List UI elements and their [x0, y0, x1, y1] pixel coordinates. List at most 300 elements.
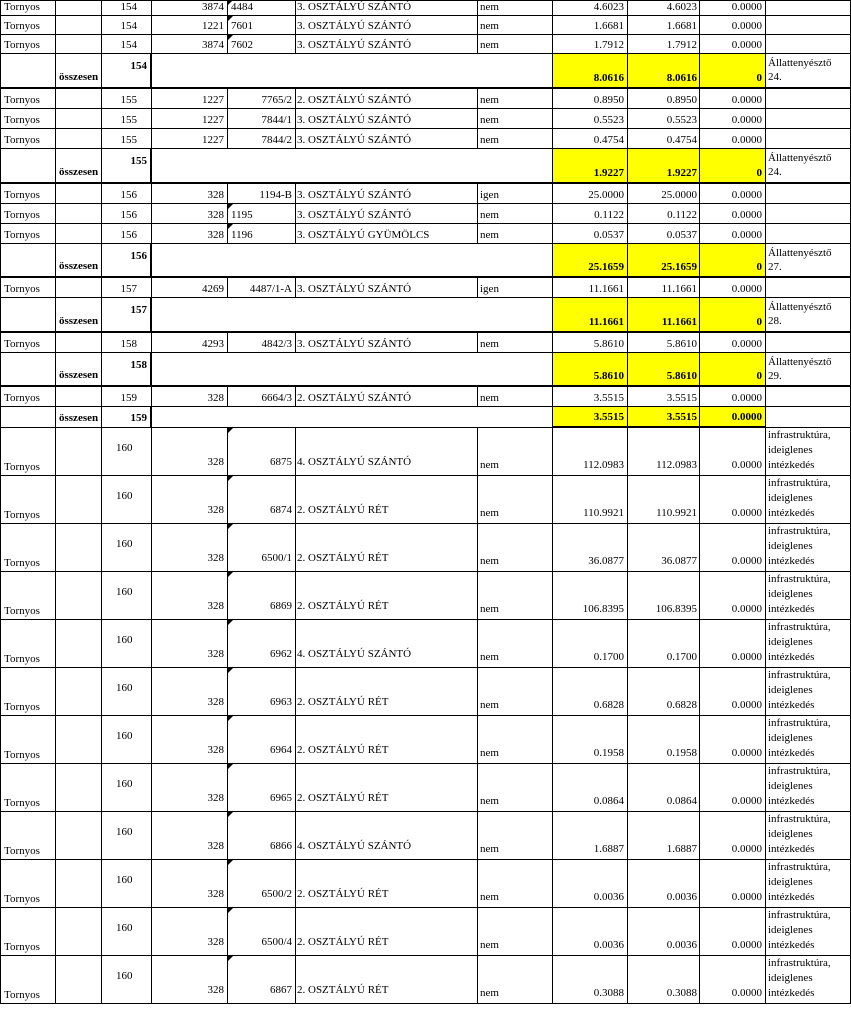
table-cell: [478, 572, 553, 620]
table-cell: [478, 35, 553, 54]
land-class: 4. OSZTÁLYÚ SZÁNTÓ: [297, 648, 412, 660]
table-cell: [102, 716, 152, 764]
table-cell: [152, 89, 228, 109]
area-value: 0.1958: [666, 747, 697, 759]
table-cell: [700, 109, 766, 129]
group-number: 160: [116, 586, 133, 598]
parcel-number: 7602: [231, 39, 253, 51]
subtotal-row: [0, 149, 851, 184]
table-cell: [152, 524, 228, 572]
table-cell: [56, 129, 102, 149]
table-cell: [628, 333, 700, 353]
table-cell: [0, 54, 56, 89]
table-cell: [56, 407, 102, 428]
table-row: [0, 224, 851, 244]
table-cell: [766, 298, 851, 333]
table-cell: [228, 476, 296, 524]
table-cell: [478, 333, 553, 353]
flag-value: nem: [480, 229, 499, 241]
group-number: 160: [116, 442, 133, 454]
parcel-number: 6963: [270, 696, 292, 708]
group-number: 155: [120, 94, 137, 106]
block-number: 328: [207, 209, 224, 221]
area-value: 11.1661: [661, 283, 697, 295]
subtotal-cell: [628, 407, 700, 428]
table-cell: [478, 278, 553, 298]
land-class: 2. OSZTÁLYÚ RÉT: [297, 600, 389, 612]
area-value: 0.1700: [666, 651, 697, 663]
table-cell: [152, 668, 228, 716]
subtotal-cell: [628, 149, 700, 184]
table-cell: [56, 298, 102, 333]
table-cell: [478, 129, 553, 149]
table-cell: [0, 109, 56, 129]
table-cell: [553, 129, 628, 149]
table-cell: [766, 476, 851, 524]
subtotal-difference: 0.0000: [731, 411, 762, 423]
table-cell: [628, 129, 700, 149]
place-name: Tornyos: [4, 509, 40, 521]
flag-value: nem: [480, 651, 499, 663]
table-cell: [0, 524, 56, 572]
table-cell: [628, 204, 700, 224]
table-cell: [56, 716, 102, 764]
area-value: 1.6681: [593, 20, 624, 32]
comment-marker-icon: [228, 908, 233, 913]
table-cell: [766, 764, 851, 812]
subtotal-row: [0, 298, 851, 333]
subtotal-difference: 0: [756, 316, 762, 328]
table-cell: [56, 54, 102, 89]
table-cell: [152, 716, 228, 764]
table-cell: [766, 89, 851, 109]
parcel-number: 7844/1: [261, 114, 292, 126]
table-cell: [296, 89, 478, 109]
area-value: 0.0537: [666, 229, 697, 241]
difference-value: 0.0000: [731, 20, 762, 32]
area-value: 106.8395: [655, 603, 697, 615]
subtotal-group-number: 157: [130, 304, 147, 316]
table-cell: [152, 129, 228, 149]
land-class: 3. OSZTÁLYÚ GYÜMÖLCS: [297, 229, 430, 241]
group-number: 160: [116, 778, 133, 790]
flag-value: nem: [480, 94, 499, 106]
flag-value: nem: [480, 392, 499, 404]
flag-value: nem: [480, 20, 499, 32]
table-cell: [56, 956, 102, 1004]
table-cell: [766, 278, 851, 298]
table-cell: [152, 333, 228, 353]
subtotal-difference: 0: [756, 261, 762, 273]
subtotal-difference: 0: [756, 72, 762, 84]
note-text: infrastruktúra, ideiglenes intézkedés: [768, 477, 831, 519]
table-cell: [478, 908, 553, 956]
area-value: 25.0000: [661, 189, 697, 201]
table-cell: [296, 109, 478, 129]
table-cell: [0, 620, 56, 668]
comment-marker-icon: [228, 524, 233, 529]
group-number: 156: [120, 209, 137, 221]
land-class: 2. OSZTÁLYÚ RÉT: [297, 936, 389, 948]
table-cell: [628, 956, 700, 1004]
block-number: 4293: [202, 338, 224, 350]
table-cell: [0, 333, 56, 353]
table-cell: [56, 908, 102, 956]
area-value: 1.7912: [593, 39, 624, 51]
table-cell: [228, 35, 296, 54]
table-cell: [478, 956, 553, 1004]
area-value: 0.0864: [593, 795, 624, 807]
table-cell: [296, 908, 478, 956]
area-value: 0.4754: [666, 134, 697, 146]
place-name: Tornyos: [4, 1, 40, 13]
difference-value: 0.0000: [731, 229, 762, 241]
table-cell: [296, 812, 478, 860]
table-cell: [56, 428, 102, 476]
land-class: 2. OSZTÁLYÚ RÉT: [297, 552, 389, 564]
subtotal-cell: [700, 407, 766, 428]
subtotal-area: 3.5515: [666, 411, 697, 423]
subtotal-area: 8.0616: [593, 72, 624, 84]
subtotal-group-number: 156: [130, 250, 147, 262]
place-name: Tornyos: [4, 653, 40, 665]
table-cell: [628, 716, 700, 764]
flag-value: nem: [480, 699, 499, 711]
table-cell: [628, 35, 700, 54]
table-cell: [296, 224, 478, 244]
table-cell: [228, 16, 296, 35]
table-cell: [102, 860, 152, 908]
table-cell: [553, 89, 628, 109]
subtotal-group-number: 155: [130, 155, 147, 167]
place-name: Tornyos: [4, 94, 40, 106]
flag-value: igen: [480, 283, 499, 295]
table-cell: [296, 184, 478, 204]
subtotal-area: 25.1659: [661, 261, 697, 273]
table-cell: [296, 0, 478, 16]
table-cell: [766, 54, 851, 89]
table-cell: [766, 184, 851, 204]
block-number: 3874: [202, 39, 224, 51]
table-cell: [700, 387, 766, 407]
table-cell: [102, 109, 152, 129]
table-cell: [56, 353, 102, 387]
parcel-number: 6874: [270, 504, 292, 516]
table-cell: [0, 428, 56, 476]
table-cell: [56, 224, 102, 244]
table-cell: [228, 89, 296, 109]
table-row: [0, 184, 851, 204]
note-text: infrastruktúra, ideiglenes intézkedés: [768, 669, 831, 711]
comment-marker-icon: [228, 812, 233, 817]
table-cell: [152, 184, 228, 204]
table-cell: [766, 716, 851, 764]
table-cell: [0, 908, 56, 956]
table-cell: [700, 16, 766, 35]
subtotal-area: 5.8610: [666, 370, 697, 382]
table-cell: [152, 278, 228, 298]
table-cell: [478, 387, 553, 407]
table-row: [0, 333, 851, 353]
land-class: 3. OSZTÁLYÚ SZÁNTÓ: [297, 114, 412, 126]
table-row: [0, 620, 851, 668]
difference-value: 0.0000: [731, 209, 762, 221]
land-class: 3. OSZTÁLYÚ SZÁNTÓ: [297, 20, 412, 32]
place-name: Tornyos: [4, 845, 40, 857]
flag-value: nem: [480, 843, 499, 855]
table-cell: [700, 35, 766, 54]
table-cell: [766, 0, 851, 16]
table-cell: [700, 620, 766, 668]
table-cell: [56, 333, 102, 353]
note-text: Állattenyésztő 28.: [768, 301, 832, 327]
group-number: 159: [120, 392, 137, 404]
subtotal-cell: [700, 353, 766, 387]
block-number: 1227: [202, 114, 224, 126]
block-number: 328: [207, 792, 224, 804]
subtotal-cell: [553, 298, 628, 333]
subtotal-cell: [553, 353, 628, 387]
table-cell: [152, 298, 553, 333]
table-cell: [766, 908, 851, 956]
block-number: 328: [207, 600, 224, 612]
block-number: 4269: [202, 283, 224, 295]
table-cell: [766, 407, 851, 428]
table-cell: [56, 184, 102, 204]
table-cell: [296, 764, 478, 812]
subtotal-area: 8.0616: [666, 72, 697, 84]
land-class: 2. OSZTÁLYÚ RÉT: [297, 888, 389, 900]
table-row: [0, 0, 851, 16]
table-cell: [553, 204, 628, 224]
subtotal-label: összesen: [59, 369, 99, 381]
land-class: 3. OSZTÁLYÚ SZÁNTÓ: [297, 1, 412, 13]
table-cell: [56, 149, 102, 184]
parcel-number: 1196: [231, 229, 253, 241]
note-text: Állattenyésztő 24.: [768, 57, 832, 83]
table-cell: [228, 524, 296, 572]
flag-value: nem: [480, 507, 499, 519]
place-name: Tornyos: [4, 283, 40, 295]
table-row: [0, 35, 851, 54]
table-cell: [152, 387, 228, 407]
note-text: infrastruktúra, ideiglenes intézkedés: [768, 861, 831, 903]
table-cell: [152, 476, 228, 524]
subtotal-cell: [700, 149, 766, 184]
table-cell: [228, 908, 296, 956]
area-value: 0.3088: [593, 987, 624, 999]
table-cell: [102, 387, 152, 407]
table-cell: [228, 860, 296, 908]
comment-marker-icon: [228, 764, 233, 769]
table-cell: [0, 476, 56, 524]
subtotal-group-number: 154: [130, 60, 147, 72]
parcel-number: 4484: [231, 1, 253, 13]
land-class: 2. OSZTÁLYÚ SZÁNTÓ: [297, 94, 412, 106]
table-cell: [0, 298, 56, 333]
table-cell: [766, 572, 851, 620]
flag-value: nem: [480, 134, 499, 146]
comment-marker-icon: [228, 572, 233, 577]
block-number: 328: [207, 504, 224, 516]
note-text: infrastruktúra, ideiglenes intézkedés: [768, 573, 831, 615]
table-cell: [296, 333, 478, 353]
subtotal-row: [0, 353, 851, 387]
table-cell: [228, 428, 296, 476]
difference-value: 0.0000: [731, 189, 762, 201]
subtotal-area: 3.5515: [593, 411, 624, 423]
subtotal-cell: [628, 298, 700, 333]
note-text: infrastruktúra, ideiglenes intézkedés: [768, 429, 831, 471]
area-value: 0.5523: [593, 114, 624, 126]
table-cell: [0, 149, 56, 184]
table-cell: [553, 0, 628, 16]
table-cell: [628, 89, 700, 109]
table-cell: [478, 16, 553, 35]
subtotal-cell: [628, 244, 700, 278]
table-cell: [56, 572, 102, 620]
table-cell: [478, 184, 553, 204]
area-value: 5.8610: [593, 338, 624, 350]
table-cell: [228, 812, 296, 860]
table-cell: [700, 668, 766, 716]
parcel-number: 6866: [270, 840, 292, 852]
table-cell: [152, 860, 228, 908]
table-cell: [152, 54, 553, 89]
subtotal-difference: 0: [756, 370, 762, 382]
land-class: 4. OSZTÁLYÚ SZÁNTÓ: [297, 840, 412, 852]
table-cell: [0, 860, 56, 908]
subtotal-row: [0, 244, 851, 278]
table-cell: [478, 860, 553, 908]
table-cell: [228, 129, 296, 149]
table-row: [0, 524, 851, 572]
subtotal-label: összesen: [59, 260, 99, 272]
table-cell: [553, 224, 628, 244]
table-cell: [766, 353, 851, 387]
table-cell: [152, 16, 228, 35]
block-number: 328: [207, 840, 224, 852]
table-cell: [56, 244, 102, 278]
table-cell: [766, 333, 851, 353]
place-name: Tornyos: [4, 605, 40, 617]
table-cell: [56, 89, 102, 109]
table-cell: [228, 387, 296, 407]
table-cell: [700, 129, 766, 149]
table-cell: [102, 572, 152, 620]
table-cell: [553, 956, 628, 1004]
area-value: 0.0864: [666, 795, 697, 807]
table-cell: [296, 524, 478, 572]
area-value: 0.5523: [666, 114, 697, 126]
table-cell: [56, 524, 102, 572]
difference-value: 0.0000: [731, 114, 762, 126]
flag-value: nem: [480, 603, 499, 615]
flag-value: nem: [480, 939, 499, 951]
note-text: infrastruktúra, ideiglenes intézkedés: [768, 813, 831, 855]
table-cell: [553, 109, 628, 129]
table-cell: [102, 204, 152, 224]
place-name: Tornyos: [4, 941, 40, 953]
table-cell: [553, 35, 628, 54]
table-row: [0, 204, 851, 224]
subtotal-cell: [553, 244, 628, 278]
difference-value: 0.0000: [731, 459, 762, 471]
table-cell: [628, 620, 700, 668]
parcel-number: 6965: [270, 792, 292, 804]
area-value: 0.0036: [666, 939, 697, 951]
table-cell: [700, 428, 766, 476]
group-number: 160: [116, 922, 133, 934]
area-value: 106.8395: [582, 603, 624, 615]
place-name: Tornyos: [4, 189, 40, 201]
table-cell: [296, 16, 478, 35]
parcel-number: 6500/1: [261, 552, 292, 564]
table-cell: [628, 476, 700, 524]
subtotal-cell: [553, 149, 628, 184]
table-cell: [700, 524, 766, 572]
table-cell: [152, 620, 228, 668]
table-cell: [56, 35, 102, 54]
flag-value: nem: [480, 209, 499, 221]
table-cell: [228, 184, 296, 204]
area-value: 0.0036: [593, 939, 624, 951]
table-cell: [700, 956, 766, 1004]
group-number: 157: [120, 283, 137, 295]
place-name: Tornyos: [4, 893, 40, 905]
table-cell: [0, 387, 56, 407]
parcel-number: 6875: [270, 456, 292, 468]
table-cell: [478, 620, 553, 668]
table-cell: [628, 860, 700, 908]
place-name: Tornyos: [4, 338, 40, 350]
block-number: 1221: [202, 20, 224, 32]
block-number: 328: [207, 744, 224, 756]
land-class: 2. OSZTÁLYÚ RÉT: [297, 696, 389, 708]
table-cell: [766, 860, 851, 908]
difference-value: 0.0000: [731, 1, 762, 13]
place-name: Tornyos: [4, 557, 40, 569]
table-cell: [228, 716, 296, 764]
area-value: 110.9921: [583, 507, 624, 519]
table-cell: [0, 35, 56, 54]
land-class: 2. OSZTÁLYÚ RÉT: [297, 792, 389, 804]
parcel-number: 6869: [270, 600, 292, 612]
parcel-number: 6500/4: [261, 936, 292, 948]
land-class: 3. OSZTÁLYÚ SZÁNTÓ: [297, 209, 412, 221]
table-row: [0, 572, 851, 620]
table-cell: [152, 149, 553, 184]
difference-value: 0.0000: [731, 555, 762, 567]
subtotal-cell: [553, 54, 628, 89]
flag-value: nem: [480, 747, 499, 759]
group-number: 160: [116, 538, 133, 550]
place-name: Tornyos: [4, 989, 40, 1001]
group-number: 158: [120, 338, 137, 350]
table-cell: [56, 204, 102, 224]
table-cell: [553, 428, 628, 476]
table-cell: [628, 908, 700, 956]
group-number: 160: [116, 730, 133, 742]
note-text: infrastruktúra, ideiglenes intézkedés: [768, 717, 831, 759]
table-cell: [700, 860, 766, 908]
table-cell: [700, 572, 766, 620]
table-cell: [553, 860, 628, 908]
difference-value: 0.0000: [731, 94, 762, 106]
table-cell: [228, 204, 296, 224]
table-cell: [0, 572, 56, 620]
difference-value: 0.0000: [731, 699, 762, 711]
